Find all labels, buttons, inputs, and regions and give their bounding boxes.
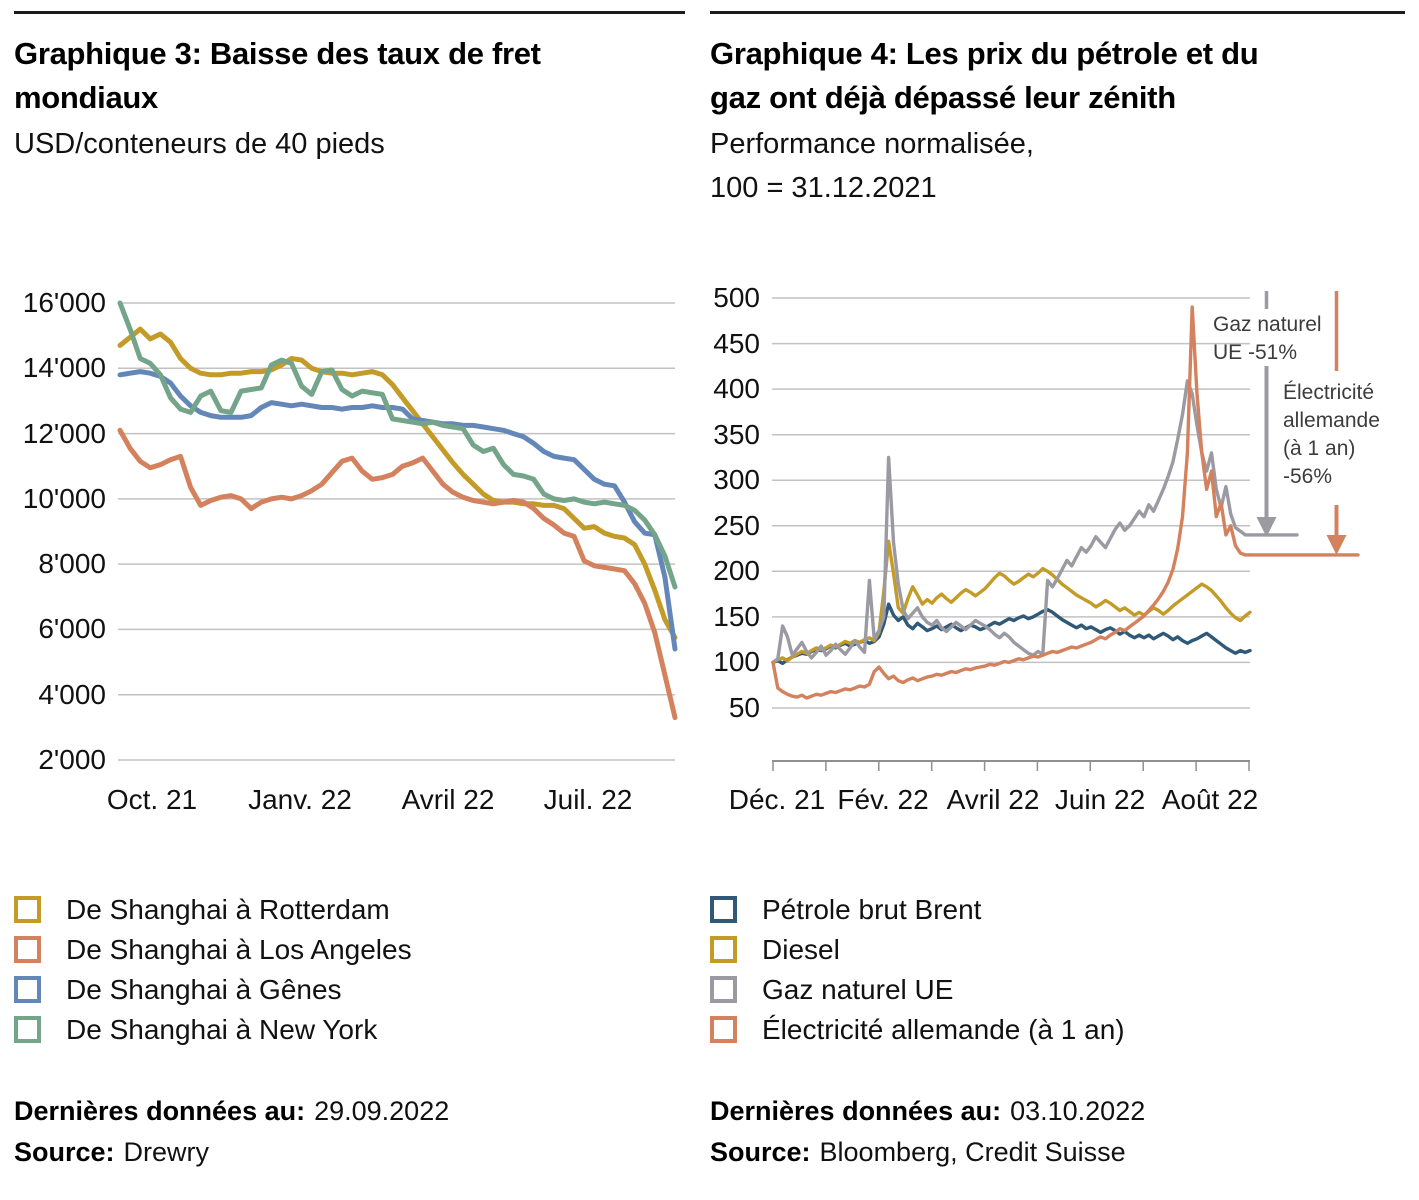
legend-item: [710, 936, 1310, 964]
legend-swatch: [710, 1016, 737, 1043]
x-axis-tick-label: Oct. 21: [106, 784, 198, 815]
y-axis-tick-label: 2'000: [38, 744, 106, 775]
y-axis-tick-label: 500: [713, 282, 760, 313]
x-axis-tick-label: Juil. 22: [543, 784, 633, 815]
y-axis-tick-label: 8'000: [38, 548, 106, 580]
chart-annotation: [1283, 379, 1380, 491]
annotation-line: (à 1 an): [1283, 437, 1356, 460]
series-line: [120, 329, 675, 637]
chart-annotation: [1213, 311, 1322, 367]
legend-swatch: [710, 976, 737, 1003]
y-axis-tick-label: 4'000: [38, 678, 106, 710]
annotation-line: -56%: [1283, 465, 1333, 488]
y-axis-tick-label: 16'000: [22, 287, 106, 318]
left-chart-subtitle: USD/conteneurs de 40 pieds: [14, 128, 385, 160]
annotation-line: allemande: [1283, 409, 1380, 432]
x-axis-tick-label: Janv. 22: [248, 784, 352, 815]
y-axis-tick-label: 300: [713, 464, 760, 496]
last-data-value: 29.09.2022: [314, 1096, 450, 1126]
last-data-label: Dernières données au:: [710, 1096, 1002, 1126]
left-chart-title-line2: mondiaux: [14, 80, 159, 115]
annotation-line: UE -51%: [1213, 341, 1298, 364]
y-axis-tick-label: 450: [713, 327, 760, 359]
legend-swatch: [14, 896, 41, 923]
legend-item: [14, 896, 614, 924]
legend-label: Diesel: [762, 934, 840, 965]
legend-label: De Shanghai à Los Angeles: [66, 934, 412, 965]
series-line: [120, 303, 675, 587]
right-chart-title-line1: Graphique 4: Les prix du pétrole et du: [710, 36, 1259, 71]
y-axis-tick-label: 10'000: [22, 482, 106, 514]
annotation-arrowhead-icon: [1327, 535, 1347, 555]
legend-item: [14, 976, 614, 1004]
left-chart-last-data: [14, 1096, 449, 1127]
x-axis-tick-label: Fév. 22: [837, 784, 929, 815]
legend-label: Gaz naturel UE: [762, 974, 954, 1005]
series-line: [120, 372, 675, 649]
legend-swatch: [14, 936, 41, 963]
legend-label: Électricité allemande (à 1 an): [762, 1014, 1125, 1045]
right-chart-source: [710, 1137, 1126, 1168]
legend-label: De Shanghai à Gênes: [66, 974, 342, 1005]
legend-label: De Shanghai à New York: [66, 1014, 378, 1045]
legend-swatch: [710, 936, 737, 963]
right-chart-subtitle-line2: 100 = 31.12.2021: [710, 172, 937, 204]
legend-label: De Shanghai à Rotterdam: [66, 894, 390, 925]
y-axis-tick-label: 250: [713, 509, 760, 541]
source-label: Source:: [14, 1137, 115, 1167]
source-label: Source:: [710, 1137, 811, 1167]
legend-item: [14, 1016, 614, 1044]
source-value: Bloomberg, Credit Suisse: [819, 1137, 1126, 1167]
source-value: Drewry: [123, 1137, 210, 1167]
legend-item: [14, 936, 614, 964]
annotation-line: Gaz naturel: [1213, 313, 1322, 336]
annotation-line: Électricité: [1283, 381, 1375, 404]
x-axis-tick-label: Juin 22: [1054, 784, 1146, 815]
x-axis-tick-label: Avril 22: [401, 784, 495, 815]
y-axis-tick-label: 12'000: [22, 417, 106, 449]
y-axis-tick-label: 100: [713, 646, 760, 678]
legend-item: [710, 896, 1310, 924]
y-axis-tick-label: 6'000: [38, 613, 106, 645]
legend-label: Pétrole brut Brent: [762, 894, 982, 925]
y-axis-tick-label: 350: [713, 418, 760, 450]
x-axis-tick-label: Déc. 21: [728, 784, 826, 815]
y-axis-tick-label: 200: [713, 555, 760, 587]
y-axis-tick-label: 14'000: [22, 352, 106, 384]
legend-swatch: [14, 976, 41, 1003]
x-axis-tick-label: Avril 22: [946, 784, 1040, 815]
left-chart-source: [14, 1137, 209, 1168]
last-data-value: 03.10.2022: [1010, 1096, 1146, 1126]
legend-swatch: [710, 896, 737, 923]
legend-swatch: [14, 1016, 41, 1043]
left-chart-title-line1: Graphique 3: Baisse des taux de fret: [14, 36, 541, 71]
y-axis-tick-label: 50: [728, 692, 760, 723]
y-axis-tick-label: 150: [713, 600, 760, 632]
right-chart-last-data: [710, 1096, 1145, 1127]
last-data-label: Dernières données au:: [14, 1096, 306, 1126]
legend-item: [710, 976, 1310, 1004]
y-axis-tick-label: 400: [713, 373, 760, 405]
right-chart-subtitle-line1: Performance normalisée,: [710, 128, 1034, 160]
right-chart-title-line2: gaz ont déjà dépassé leur zénith: [710, 80, 1176, 115]
x-axis-tick-label: Août 22: [1161, 784, 1259, 815]
legend-item: [710, 1016, 1310, 1044]
